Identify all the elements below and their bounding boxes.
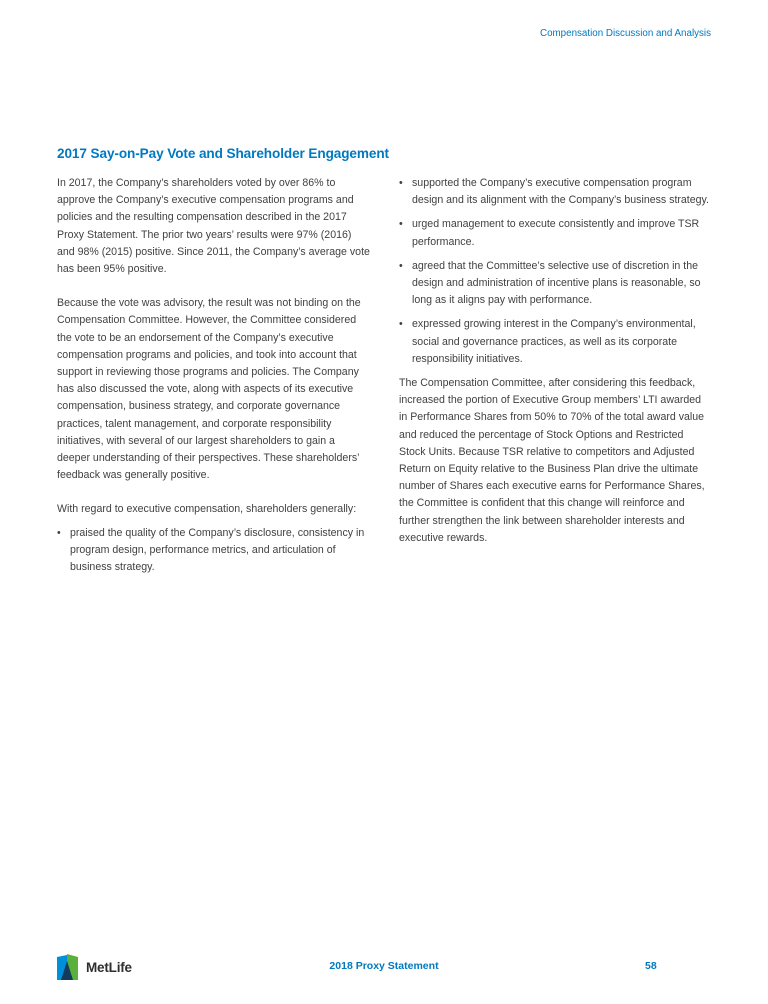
two-column-layout	[57, 175, 712, 583]
list-item-text: urged management to execute consistently and improve TSR performance.	[412, 218, 700, 248]
bullet-marker: •	[399, 177, 403, 189]
left-column	[57, 175, 370, 583]
list-item	[399, 216, 712, 250]
right-column	[399, 175, 712, 583]
list-intro: With regard to executive compensation, shareholders generally:	[57, 503, 357, 516]
bullet-marker: •	[399, 218, 403, 231]
list-item	[399, 258, 712, 310]
section-title: 2017 Say-on-Pay Vote and Shareholder Engagement	[57, 146, 389, 161]
bullet-list	[399, 175, 712, 368]
page-content	[57, 146, 712, 583]
list-item-text: expressed growing interest in the Company’s environmental, social and governance practices, as well as its corporate responsibility initiatives.	[412, 318, 696, 365]
closing-paragraph: The Compensation Committee, after considering this feedback, increased the portion of Executive Group members’ LTI awarded in Performance Shares from 50% to 70% of the total award value and reduced the percentage of Stock Options and Restricted Stock Units. Because TSR relative to competitors and Adjusted Return on Equity relative to the Business Plan drive the ultimate number of Shares each executive earns for Performance Shares, the Committee is confident that this change will reinforce and further strengthen the link between shareholder interests and executive rewards.	[399, 377, 705, 544]
bullet-marker: •	[399, 318, 403, 331]
list-item	[399, 316, 712, 368]
list-item	[57, 525, 370, 577]
list-item-text: supported the Company’s executive compensation program design and its alignment with the Company’s business strategy.	[412, 177, 709, 207]
brand-wordmark: MetLife	[86, 959, 132, 975]
bullet-marker: •	[57, 526, 61, 539]
paragraph: In 2017, the Company’s shareholders voted by over 86% to approve the Company’s executive compensation programs and policies and the resulting compensation described in the 2017 Proxy Statement. The prior two years’ results were 97% (2016) and 98% (2015) positive. Since 2011, the Company’s average vote has been 95% positive.	[57, 177, 370, 276]
paragraph: Because the vote was advisory, the result was not binding on the Compensation Committee. However, the Committee considered the vote to be an endorsement of the Company’s executive compensation programs and policies, and took into account that support in reviewing those programs and policies. The Company has also discussed the vote, along with aspects of its executive compensation, business strategy, and corporate governance practices, talent management, and corporate responsibility initiatives, with several of our largest shareholders to gain a deeper understanding of their perspectives. These shareholders’ feedback was generally positive.	[57, 297, 361, 482]
page-number: 58	[645, 960, 657, 972]
bullet-marker: •	[399, 259, 403, 272]
list-item	[399, 175, 712, 209]
bullet-list	[57, 525, 370, 577]
list-item-text: praised the quality of the Company’s disclosure, consistency in program design, performance metrics, and articulation of business strategy.	[70, 526, 365, 574]
list-item-text: agreed that the Committee’s selective use of discretion in the design and administration of incentive plans is reasonable, so long as it aligns pay with performance.	[412, 259, 701, 307]
footer-title: 2018 Proxy Statement	[329, 960, 439, 972]
running-header: Compensation Discussion and Analysis	[540, 28, 711, 39]
